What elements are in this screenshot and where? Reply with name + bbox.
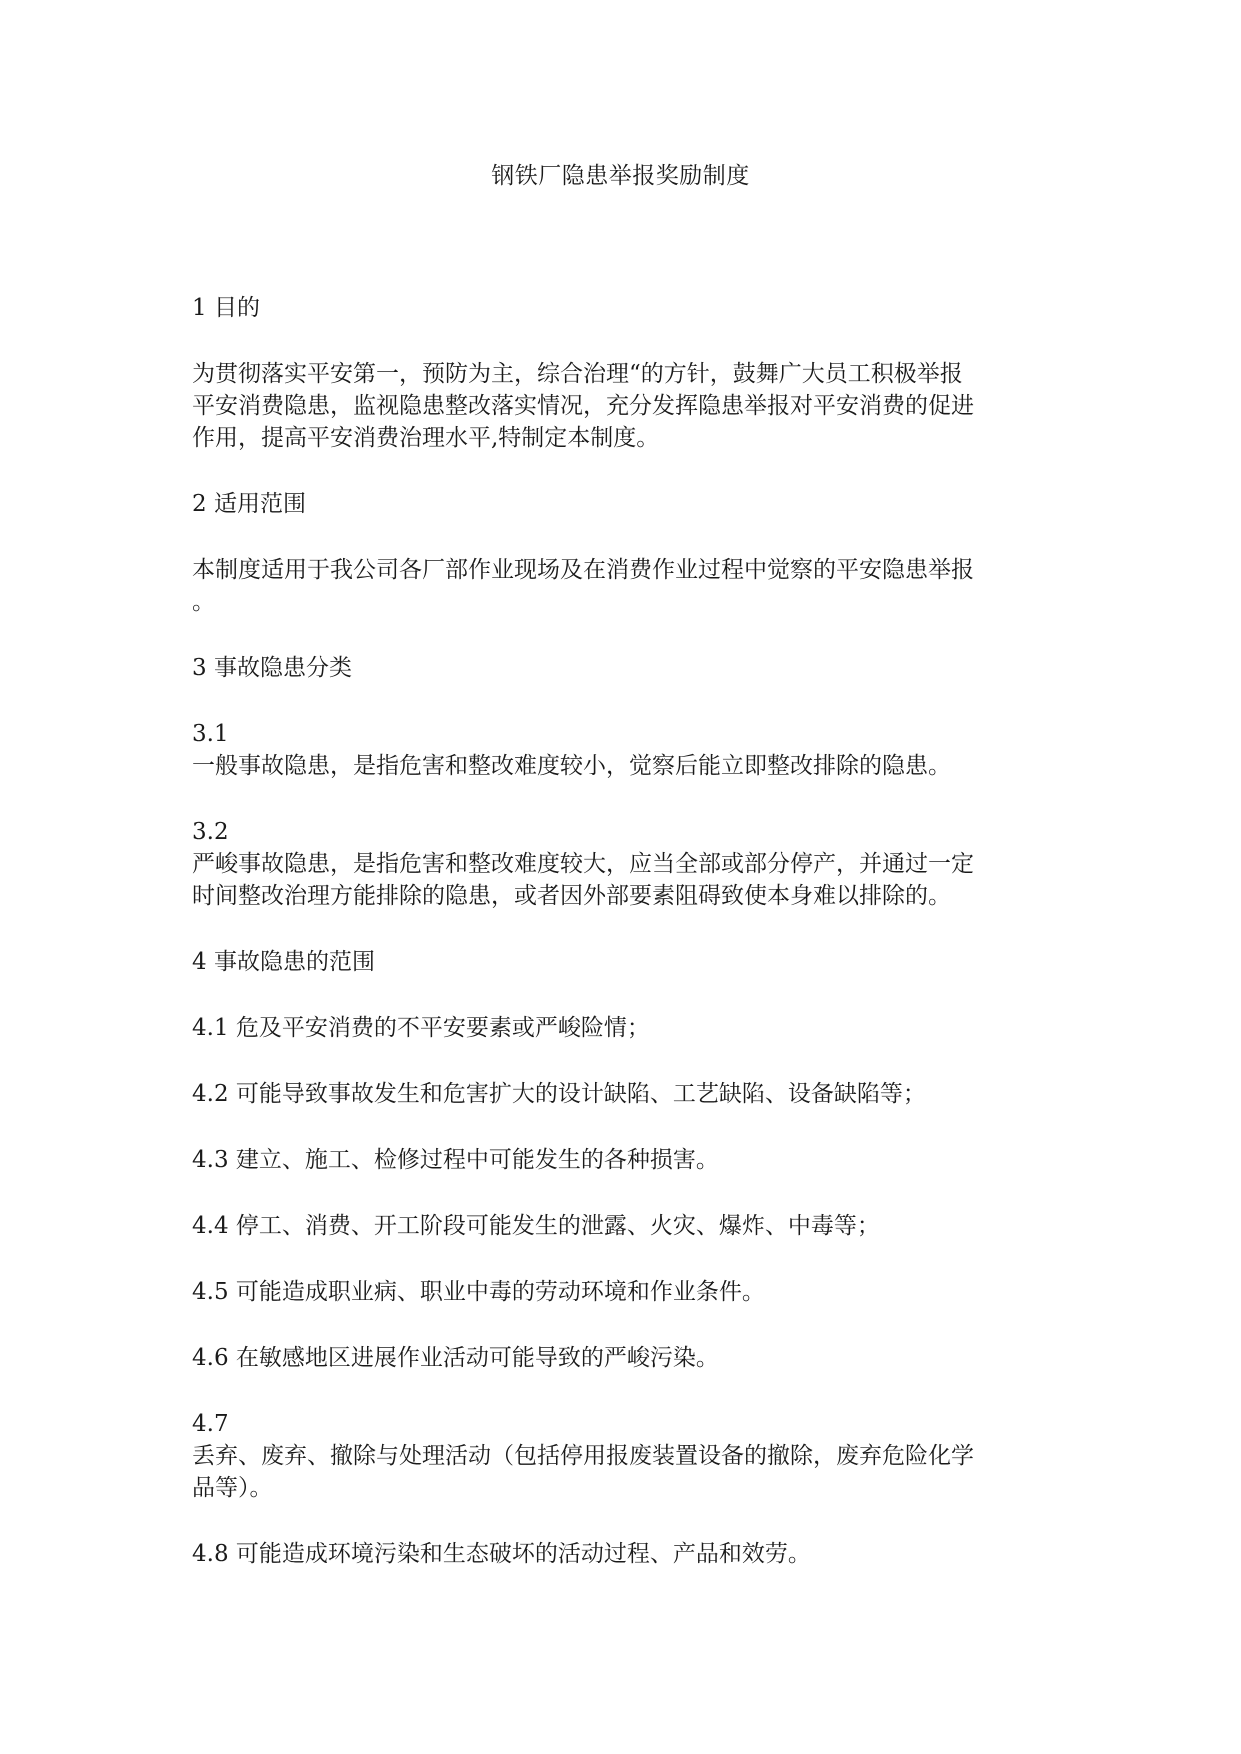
paragraph-line: 为贯彻落实平安第一，预防为主，综合治理“的方针，鼓舞广大员工积极举报	[192, 361, 963, 387]
paragraph-line: 品等）。	[192, 1475, 273, 1501]
paragraph-line: 。	[192, 589, 215, 615]
section-4-4-item: 4.4 停工、消费、开工阶段可能发生的泄露、火灾、爆炸、中毒等；	[192, 1213, 880, 1239]
section-3-heading: 3 事故隐患分类	[192, 655, 352, 681]
section-4-7-item	[192, 1408, 1052, 1504]
section-3-2-paragraph	[192, 816, 1052, 912]
section-1-heading: 1 目的	[192, 295, 260, 321]
paragraph-line: 平安消费隐患，监视隐患整改落实情况，充分发挥隐患举报对平安消费的促进	[192, 393, 974, 419]
section-4-5-item: 4.5 可能造成职业病、职业中毒的劳动环境和作业条件。	[192, 1279, 765, 1305]
item-number: 4.7	[192, 1411, 229, 1437]
section-2-paragraph	[192, 554, 1052, 618]
paragraph-line: 严峻事故隐患，是指危害和整改难度较大，应当全部或部分停产，并通过一定	[192, 851, 974, 877]
section-4-1-item: 4.1 危及平安消费的不平安要素或严峻险情；	[192, 1015, 650, 1041]
section-4-3-item: 4.3 建立、施工、检修过程中可能发生的各种损害。	[192, 1147, 719, 1173]
item-number: 3.1	[192, 721, 229, 747]
section-4-heading: 4 事故隐患的范围	[192, 949, 375, 975]
section-2-heading: 2 适用范围	[192, 491, 306, 517]
section-4-6-item: 4.6 在敏感地区进展作业活动可能导致的严峻污染。	[192, 1345, 719, 1371]
section-4-8-item: 4.8 可能造成环境污染和生态破坏的活动过程、产品和效劳。	[192, 1541, 811, 1567]
section-3-1-paragraph	[192, 718, 1052, 782]
section-1-paragraph	[192, 358, 1052, 454]
section-4-2-item: 4.2 可能导致事故发生和危害扩大的设计缺陷、工艺缺陷、设备缺陷等；	[192, 1081, 926, 1107]
document-body	[192, 292, 1052, 1604]
paragraph-line: 时间整改治理方能排除的隐患，或者因外部要素阻碍致使本身难以排除的。	[192, 883, 951, 909]
paragraph-line: 本制度适用于我公司各厂部作业现场及在消费作业过程中觉察的平安隐患举报	[192, 557, 974, 583]
item-number: 3.2	[192, 819, 229, 845]
paragraph-line: 一般事故隐患，是指危害和整改难度较小，觉察后能立即整改排除的隐患。	[192, 753, 951, 779]
document-title: 钢铁厂隐患举报奖励制度	[491, 163, 750, 189]
paragraph-line: 丢弃、废弃、撤除与处理活动（包括停用报废装置设备的撤除，废弃危险化学	[192, 1443, 974, 1469]
paragraph-line: 作用，提高平安消费治理水平,特制定本制度。	[192, 425, 660, 451]
